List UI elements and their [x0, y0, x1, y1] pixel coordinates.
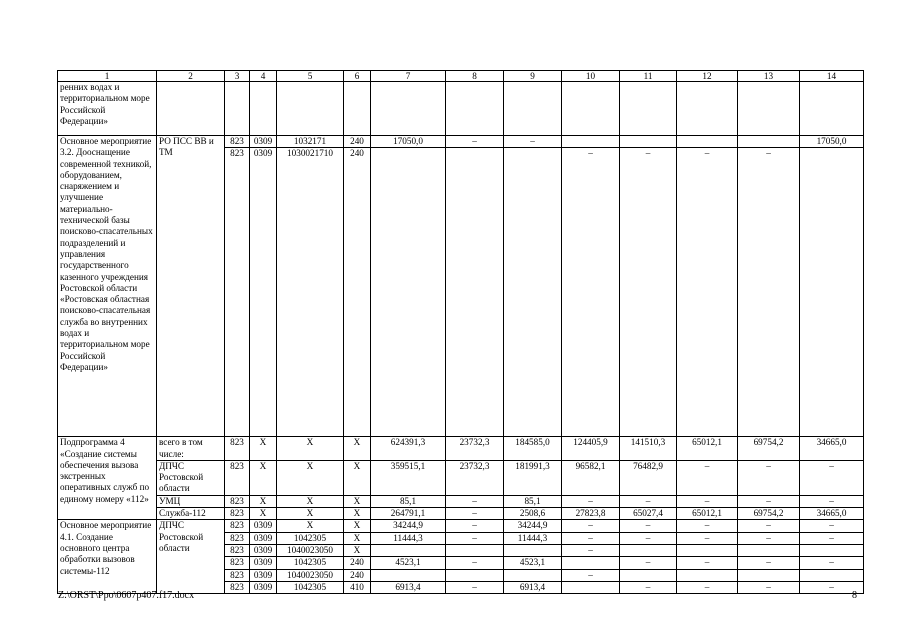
table-cell: 34665,0 [800, 437, 864, 461]
table-cell: 17050,0 [800, 136, 864, 148]
table-cell: – [620, 495, 677, 507]
table-cell: 823 [225, 437, 250, 461]
table-cell [504, 569, 562, 581]
table-cell: – [620, 148, 677, 437]
header-row [58, 71, 864, 82]
table-cell: 65027,4 [620, 508, 677, 520]
table-cell: – [446, 508, 504, 520]
table-row [58, 460, 864, 495]
table-cell: 1042305 [277, 532, 344, 544]
executor-name: УМЦ [157, 495, 225, 507]
table-cell: 0309 [250, 557, 277, 569]
budget-table [57, 70, 864, 594]
table-cell [562, 136, 620, 148]
table-cell: – [446, 557, 504, 569]
table-row [58, 495, 864, 507]
table-cell: 0309 [250, 569, 277, 581]
table-cell: 823 [225, 532, 250, 544]
table-cell: – [800, 581, 864, 593]
table-cell: X [344, 460, 371, 495]
table-cell: 1032171 [277, 136, 344, 148]
table-cell: 0309 [250, 544, 277, 556]
column-number: 11 [620, 71, 677, 82]
table-row [58, 437, 864, 461]
table-cell: 0309 [250, 532, 277, 544]
table-cell: 240 [344, 148, 371, 437]
table-cell: 0309 [250, 136, 277, 148]
table-cell [371, 569, 446, 581]
table-cell: 624391,3 [371, 437, 446, 461]
column-number: 4 [250, 71, 277, 82]
table-cell: 823 [225, 569, 250, 581]
table-cell [562, 557, 620, 569]
table-cell: 34244,9 [371, 520, 446, 532]
continued-item-name: ренних водах и территориальном море Российской Федерации» [58, 82, 157, 136]
table-cell: X [277, 495, 344, 507]
table-cell: 124405,9 [562, 437, 620, 461]
table-cell: 76482,9 [620, 460, 677, 495]
table-cell: 823 [225, 460, 250, 495]
table-cell: X [344, 544, 371, 556]
table-cell: 240 [344, 557, 371, 569]
table-cell: 410 [344, 581, 371, 593]
table-cell: – [677, 460, 738, 495]
table-cell: – [620, 557, 677, 569]
table-cell: 184585,0 [504, 437, 562, 461]
table-cell: 4523,1 [371, 557, 446, 569]
table-cell: – [562, 495, 620, 507]
table-cell [446, 569, 504, 581]
table-cell [504, 544, 562, 556]
table-cell: – [620, 581, 677, 593]
table-cell: 1030021710 [277, 148, 344, 437]
table-cell: X [250, 495, 277, 507]
table-cell: 65012,1 [677, 437, 738, 461]
table-cell: 23732,3 [446, 460, 504, 495]
column-number: 7 [371, 71, 446, 82]
table-cell: 65012,1 [677, 508, 738, 520]
executor-name: ДПЧС Ростовской области [157, 520, 225, 594]
column-number: 2 [157, 71, 225, 82]
table-cell: – [800, 532, 864, 544]
table-cell: 96582,1 [562, 460, 620, 495]
executor-name: ДПЧС Ростовской области [157, 460, 225, 495]
table-cell: 1042305 [277, 581, 344, 593]
table-cell: 823 [225, 544, 250, 556]
table-cell: – [620, 532, 677, 544]
column-number: 12 [677, 71, 738, 82]
table-cell: X [277, 460, 344, 495]
table-cell: X [277, 520, 344, 532]
table-cell: – [677, 520, 738, 532]
table-cell [677, 544, 738, 556]
column-number: 5 [277, 71, 344, 82]
table-cell: – [738, 520, 800, 532]
table-cell: 823 [225, 495, 250, 507]
table-cell: – [677, 557, 738, 569]
table-cell [800, 148, 864, 437]
column-number: 9 [504, 71, 562, 82]
table-cell [677, 569, 738, 581]
table-cell [620, 544, 677, 556]
executor-name: РО ПСС ВВ и ТМ [157, 136, 225, 437]
table-cell: – [738, 460, 800, 495]
table-cell: 17050,0 [371, 136, 446, 148]
table-cell: 6913,4 [371, 581, 446, 593]
table-cell: – [562, 569, 620, 581]
table-cell [800, 569, 864, 581]
table-cell [677, 136, 738, 148]
table-cell: – [800, 557, 864, 569]
table-cell [738, 136, 800, 148]
table-body [58, 71, 864, 594]
table-row [58, 508, 864, 520]
table-cell: 823 [225, 148, 250, 437]
table-cell: 264791,1 [371, 508, 446, 520]
table-cell: 1042305 [277, 557, 344, 569]
table-cell [800, 544, 864, 556]
table-cell: 823 [225, 581, 250, 593]
table-cell: 11444,3 [504, 532, 562, 544]
column-number: 13 [738, 71, 800, 82]
table-cell: – [738, 581, 800, 593]
table-cell: – [562, 520, 620, 532]
table-cell: 4523,1 [504, 557, 562, 569]
table-cell: 34665,0 [800, 508, 864, 520]
table-cell [738, 544, 800, 556]
column-number: 1 [58, 71, 157, 82]
table-cell: – [677, 532, 738, 544]
table-cell: 0309 [250, 520, 277, 532]
table-cell: – [446, 495, 504, 507]
table-cell: – [677, 495, 738, 507]
table-cell: – [738, 148, 800, 437]
table-cell: 181991,3 [504, 460, 562, 495]
table-cell: 823 [225, 557, 250, 569]
table-cell: – [738, 532, 800, 544]
activity-name: Основное мероприятие 3.2. Дооснащение современной техникой, оборудованием, снаряжением и улучшение материально-технической базы поисково-спасательных подразделений и управления государственного казенного учреждения Ростовской области «Ростовская областная поисково-спасательная служба во внутренних водах и территориальном море Российской Федерации» [58, 136, 157, 437]
table-cell: X [250, 437, 277, 461]
table-cell: 1040023050 [277, 544, 344, 556]
table-cell [446, 148, 504, 437]
table-cell: 823 [225, 508, 250, 520]
table-cell: – [738, 557, 800, 569]
activity-name: Основное мероприятие 4.1. Создание основного центра обработки вызовов системы-112 [58, 520, 157, 594]
table-cell: – [562, 148, 620, 437]
column-number: 3 [225, 71, 250, 82]
table-cell: – [677, 581, 738, 593]
table-cell [620, 136, 677, 148]
table-cell [371, 544, 446, 556]
table-cell: 6913,4 [504, 581, 562, 593]
subprogram-name: Подпрограмма 4 «Создание системы обеспечения вызова экстренных оперативных служб по единому номеру «112» [58, 437, 157, 520]
table-cell: X [344, 508, 371, 520]
table-cell: 141510,3 [620, 437, 677, 461]
executor-name: Служба-112 [157, 508, 225, 520]
table-cell: 11444,3 [371, 532, 446, 544]
table-cell: 823 [225, 520, 250, 532]
table-cell: 2508,6 [504, 508, 562, 520]
table-cell: 240 [344, 569, 371, 581]
column-number: 14 [800, 71, 864, 82]
column-number: 10 [562, 71, 620, 82]
table-cell: 69754,2 [738, 508, 800, 520]
table-cell: X [344, 437, 371, 461]
table-cell [620, 569, 677, 581]
table-cell: X [277, 437, 344, 461]
table-cell: X [344, 495, 371, 507]
table-row [58, 136, 864, 148]
table-cell: – [504, 136, 562, 148]
executor-name: всего в том числе: [157, 437, 225, 461]
table-row [58, 520, 864, 532]
table-cell: – [562, 544, 620, 556]
table-cell: 85,1 [504, 495, 562, 507]
table-cell: 823 [225, 136, 250, 148]
table-cell [562, 581, 620, 593]
table-cell: – [677, 148, 738, 437]
table-cell: X [277, 508, 344, 520]
table-cell [446, 544, 504, 556]
continuation-row [58, 82, 864, 136]
table-cell: – [800, 460, 864, 495]
table-cell: 359515,1 [371, 460, 446, 495]
table-cell: – [446, 581, 504, 593]
table-cell: – [446, 520, 504, 532]
table-cell: 0309 [250, 581, 277, 593]
table-cell: – [562, 532, 620, 544]
table-cell: 240 [344, 136, 371, 148]
page-number: 8 [852, 590, 857, 601]
table-cell: – [446, 136, 504, 148]
table-cell: 69754,2 [738, 437, 800, 461]
table-cell: – [446, 532, 504, 544]
table-cell: – [800, 520, 864, 532]
table-cell [371, 148, 446, 437]
table-cell: 23732,3 [446, 437, 504, 461]
column-number: 6 [344, 71, 371, 82]
column-number: 8 [446, 71, 504, 82]
table-cell: 0309 [250, 148, 277, 437]
table-cell: X [250, 508, 277, 520]
table-cell: 27823,8 [562, 508, 620, 520]
table-cell: 85,1 [371, 495, 446, 507]
table-cell: – [620, 520, 677, 532]
table-cell: – [800, 495, 864, 507]
table-cell: X [344, 532, 371, 544]
table-cell [738, 569, 800, 581]
table-cell: 34244,9 [504, 520, 562, 532]
table-cell: X [250, 460, 277, 495]
table-cell [504, 148, 562, 437]
table-cell: – [738, 495, 800, 507]
footer-file-path: Z:\ORST\Ppo\0607p407.f17.docx [58, 590, 195, 601]
table-cell: 1040023050 [277, 569, 344, 581]
table-cell: X [344, 520, 371, 532]
